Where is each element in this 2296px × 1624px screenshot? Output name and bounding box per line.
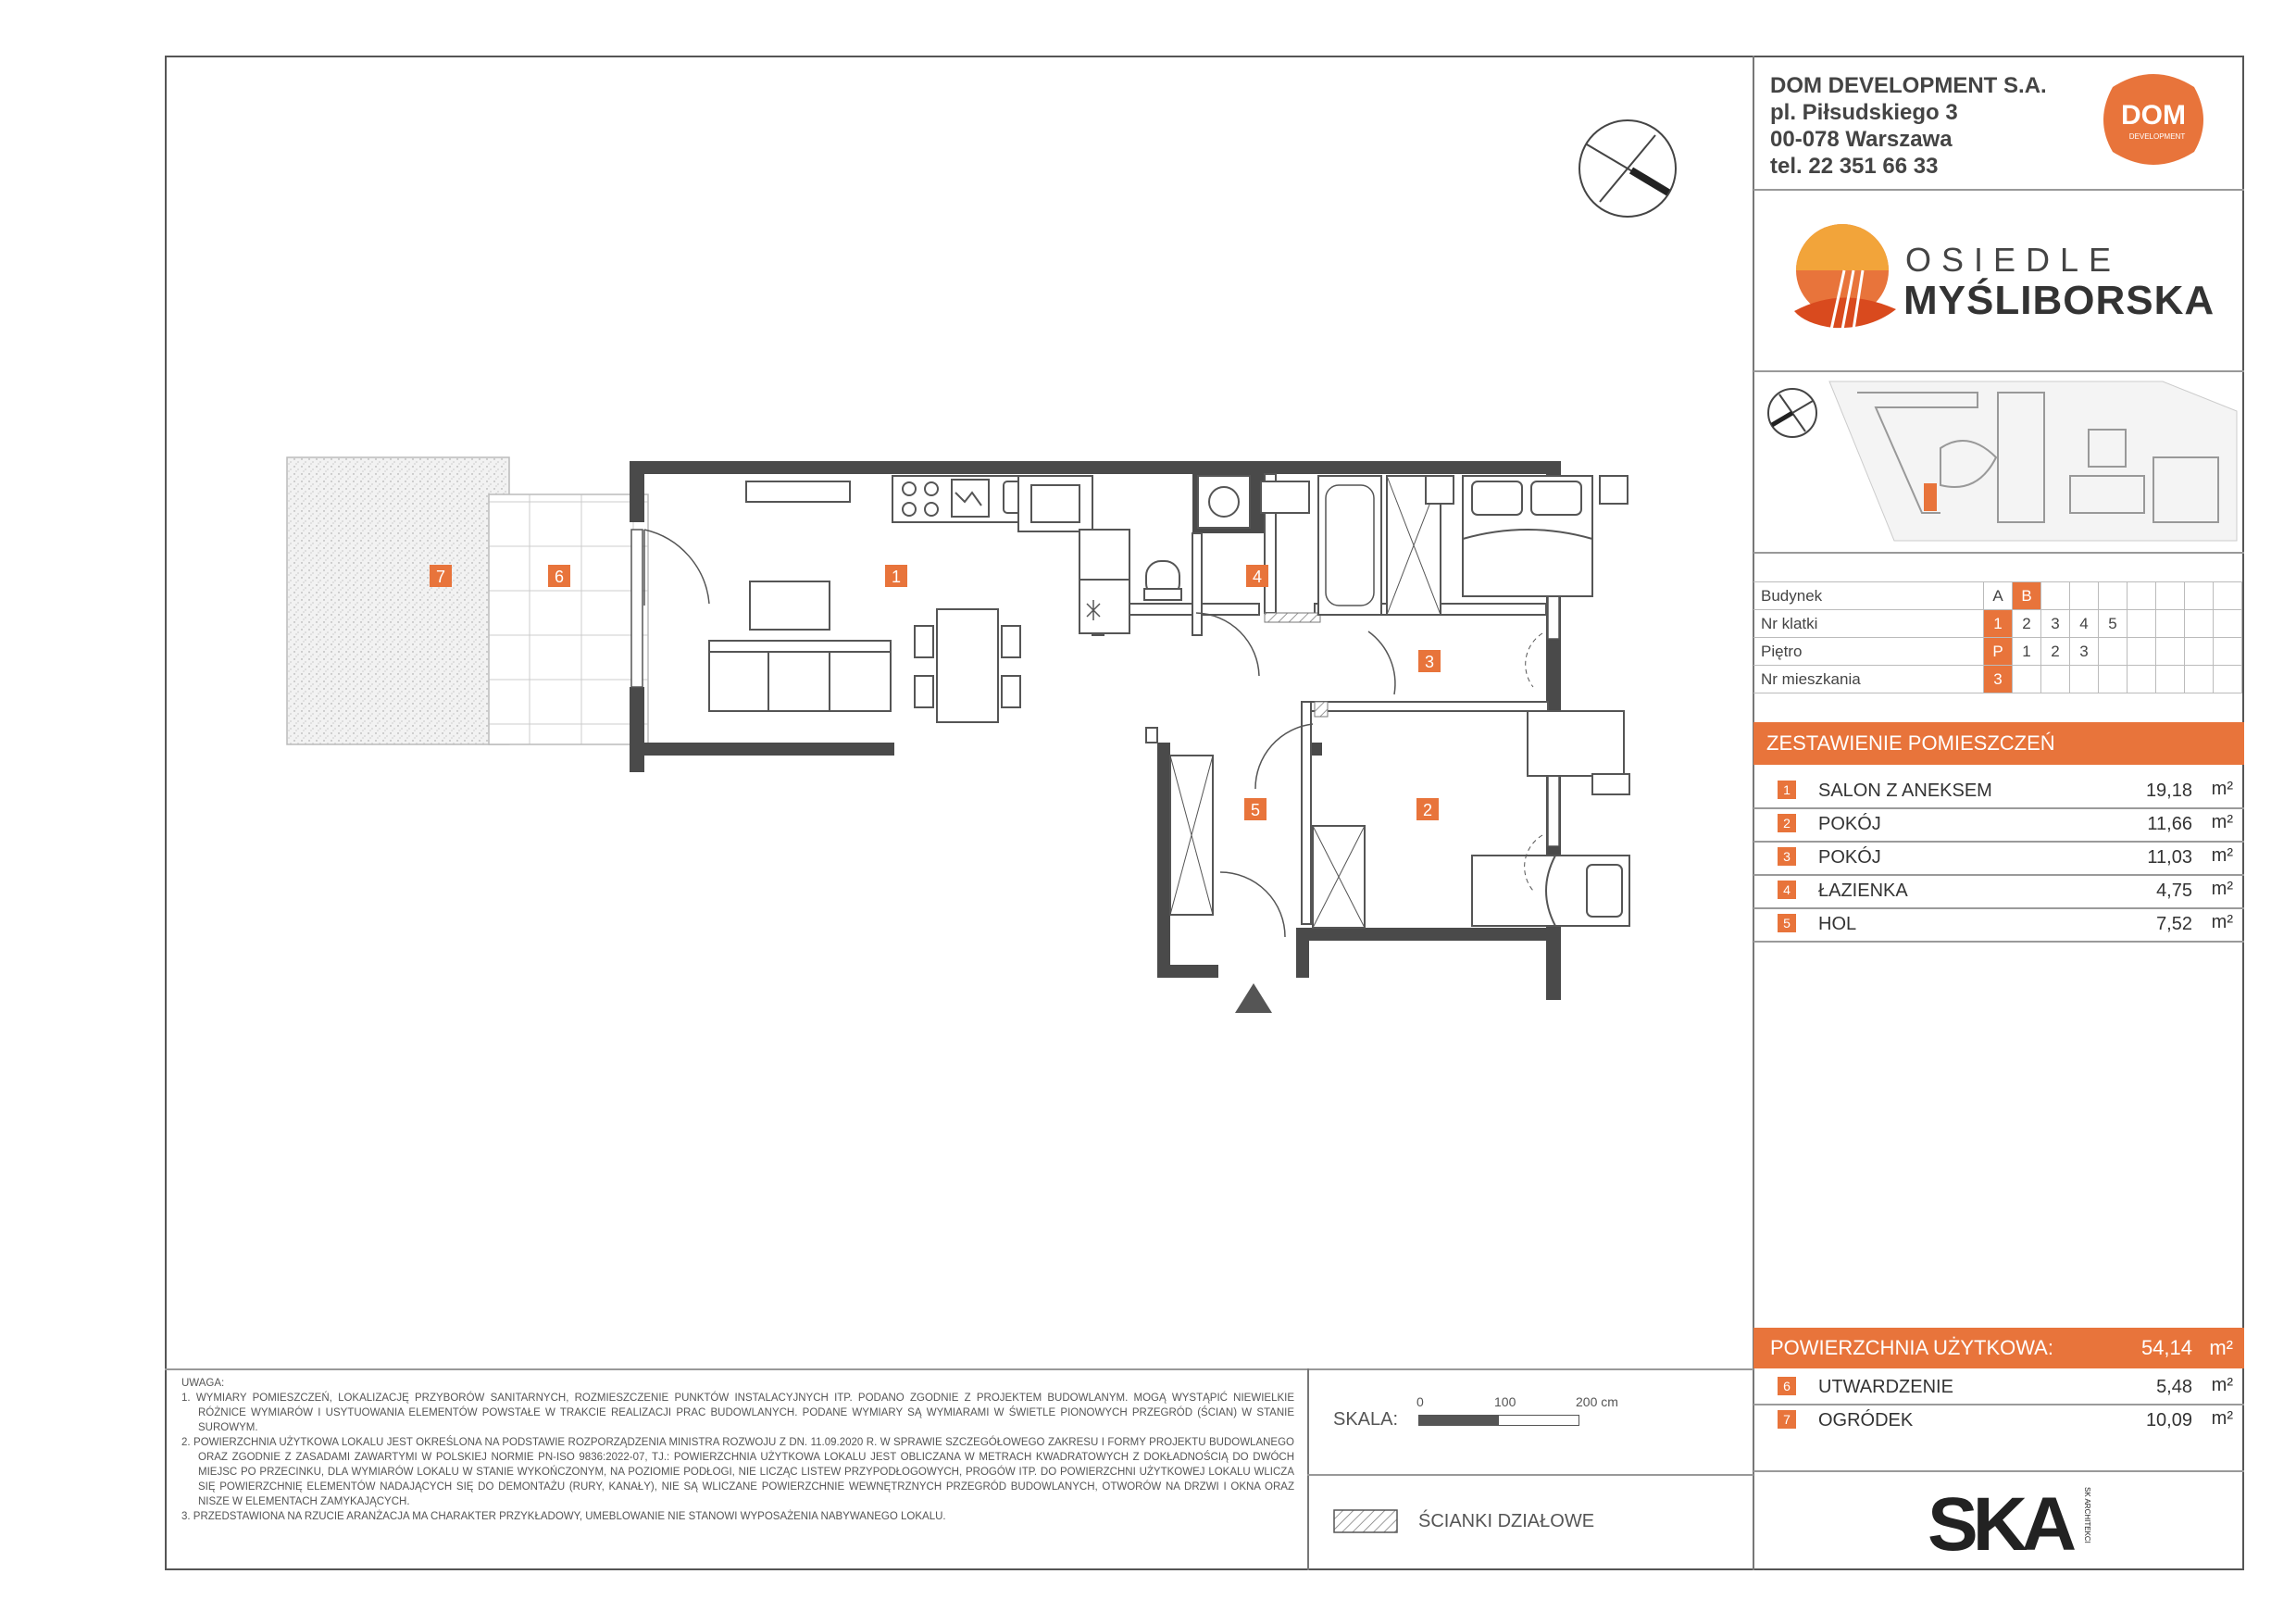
notes-divider bbox=[165, 1368, 1753, 1370]
ska-mark: SKA bbox=[1928, 1482, 2072, 1567]
info-cell bbox=[2070, 666, 2099, 693]
terrace-area bbox=[489, 494, 648, 744]
plan-label-3: 3 bbox=[1424, 653, 1435, 671]
company-street: pl. Piłsudskiego 3 bbox=[1770, 100, 1958, 125]
note-item: 1. WYMIARY POMIESZCZEŃ, LOKALIZACJĘ PRZYBORÓW SANITARNYCH, ROZMIESZCZENIE PUNKTÓW INSTALACYJNYCH ITP. PODANO ZGODNIE Z PROJEKTEM BUDOWLANYM. MOGĄ WYSTĄPIĆ NIEWIELKIE RÓŻNICE WYMIARÓW I USYTUOWANIA ELEMENTÓW POWSTAŁE W TRAKCIE REALIZACJI PRAC BUDOWLANYCH. PODANE WYMIARY SĄ WYMIARAMI W ŚWIETLE PIONOWYCH PRZEGRÓD (ŚCIAN) W STANIE SUROWYM. bbox=[181, 1393, 1294, 1433]
room-name: SALON Z ANEKSEM bbox=[1818, 781, 1992, 801]
company-name: DOM DEVELOPMENT S.A. bbox=[1770, 73, 2047, 98]
room-number-badge: 1 bbox=[1778, 781, 1796, 799]
area-unit: m² bbox=[2211, 879, 2233, 899]
coffee-table bbox=[750, 581, 830, 630]
room-number-badge: 4 bbox=[1778, 881, 1796, 899]
garden-area bbox=[287, 457, 509, 744]
room-area: 11,66 bbox=[2147, 814, 2192, 834]
info-cell bbox=[2128, 610, 2156, 638]
legend bbox=[1333, 1502, 1722, 1539]
site-map bbox=[1755, 374, 2244, 552]
info-cell bbox=[2156, 610, 2185, 638]
room-row bbox=[1753, 841, 2244, 876]
dom-development-logo bbox=[2094, 69, 2213, 170]
bed-room-3 bbox=[1426, 476, 1628, 596]
scale-tick-100: 100 bbox=[1494, 1394, 1516, 1409]
project-name-line2: MYŚLIBORSKA bbox=[1903, 278, 2215, 323]
company-phone: tel. 22 351 66 33 bbox=[1770, 154, 1939, 179]
sitemap-divider bbox=[1753, 552, 2244, 554]
apartment-info-table bbox=[1753, 581, 2242, 693]
notes-scale-divider bbox=[1307, 1368, 1309, 1570]
plan-label-7: 7 bbox=[435, 568, 446, 586]
area-unit: m² bbox=[2211, 812, 2233, 832]
info-row-label: Piętro bbox=[1753, 638, 1984, 666]
legend-label: ŚCIANKI DZIAŁOWE bbox=[1418, 1511, 1595, 1531]
info-cell bbox=[2099, 666, 2128, 693]
info-cell bbox=[2128, 582, 2156, 610]
info-cell bbox=[2214, 638, 2242, 666]
info-row-label: Nr mieszkania bbox=[1753, 666, 1984, 693]
sink bbox=[1261, 481, 1309, 513]
window-left bbox=[631, 530, 643, 687]
info-row-label: Budynek bbox=[1753, 582, 1984, 610]
info-row bbox=[1753, 582, 2242, 610]
room-name: OGRÓDEK bbox=[1818, 1410, 1914, 1430]
info-cell bbox=[2099, 582, 2128, 610]
ska-architekci-logo bbox=[1928, 1478, 2091, 1567]
plan-label-1: 1 bbox=[891, 568, 902, 586]
info-cell bbox=[2214, 610, 2242, 638]
bed-room-2 bbox=[1472, 856, 1629, 926]
info-cell bbox=[2185, 610, 2214, 638]
usable-area-total bbox=[1753, 1328, 2244, 1368]
project-name-line1: OSIEDLE bbox=[1905, 241, 2122, 279]
total-label: POWIERZCHNIA UŻYTKOWA: bbox=[1770, 1336, 2053, 1359]
logo-text-main: DOM bbox=[2121, 100, 2186, 131]
building-location-marker bbox=[1924, 483, 1937, 511]
area-unit: m² bbox=[2211, 845, 2233, 866]
scale-label: SKALA: bbox=[1333, 1409, 1399, 1430]
rooms-header: ZESTAWIENIE POMIESZCZEŃ bbox=[1753, 722, 2244, 765]
room-name: POKÓJ bbox=[1818, 814, 1881, 834]
room-area: 4,75 bbox=[2156, 881, 2192, 901]
scale-tick-0: 0 bbox=[1416, 1394, 1424, 1409]
area-unit: m² bbox=[2211, 1375, 2233, 1395]
dining-table bbox=[915, 609, 1020, 722]
info-cell bbox=[2041, 666, 2070, 693]
info-cell: 1 bbox=[1984, 610, 2013, 638]
logo-text-sub: DEVELOPMENT bbox=[2128, 132, 2186, 141]
notes-title: UWAGA: bbox=[181, 1378, 225, 1389]
room-name: ŁAZIENKA bbox=[1818, 881, 1908, 901]
plan-label-4: 4 bbox=[1252, 568, 1263, 586]
total-area: 54,14 bbox=[2140, 1336, 2192, 1359]
company-info bbox=[1770, 72, 2047, 180]
partition-hatch-2 bbox=[1315, 702, 1328, 717]
scale-bar-dark bbox=[1418, 1415, 1500, 1426]
ska-side-text: SK ARCHITEKCI bbox=[2083, 1487, 2091, 1543]
info-row bbox=[1753, 666, 2242, 693]
room-number-badge: 3 bbox=[1778, 847, 1796, 866]
info-cell: B bbox=[2013, 582, 2041, 610]
room-name: UTWARDZENIE bbox=[1818, 1377, 1953, 1397]
info-cell bbox=[2070, 582, 2099, 610]
area-unit: m² bbox=[2211, 779, 2233, 799]
extras-divider bbox=[1753, 1470, 2244, 1472]
info-cell bbox=[2041, 582, 2070, 610]
hatch-swatch bbox=[1333, 1509, 1398, 1533]
sofa bbox=[709, 641, 891, 711]
area-unit: m² bbox=[2211, 912, 2233, 932]
desk-room-2 bbox=[1528, 711, 1629, 794]
info-cell bbox=[2013, 666, 2041, 693]
info-cell bbox=[2156, 582, 2185, 610]
room-row bbox=[1753, 774, 2244, 809]
room-row bbox=[1753, 874, 2244, 909]
floor-plan bbox=[167, 57, 1741, 1354]
info-cell bbox=[2214, 666, 2242, 693]
info-row-label: Nr klatki bbox=[1753, 610, 1984, 638]
plan-label-5: 5 bbox=[1250, 801, 1261, 819]
brand-divider bbox=[1753, 370, 2244, 372]
info-cell bbox=[2128, 638, 2156, 666]
info-cell bbox=[2185, 638, 2214, 666]
room-row bbox=[1753, 907, 2244, 943]
room-area: 10,09 bbox=[2145, 1410, 2192, 1430]
range-hood bbox=[746, 481, 850, 502]
extra-row bbox=[1753, 1404, 2244, 1437]
room-area: 19,18 bbox=[2145, 781, 2192, 801]
room-area: 11,03 bbox=[2147, 847, 2192, 868]
info-cell bbox=[2156, 638, 2185, 666]
info-cell: 2 bbox=[2013, 610, 2041, 638]
info-cell bbox=[2185, 666, 2214, 693]
info-cell bbox=[2185, 582, 2214, 610]
area-unit: m² bbox=[2209, 1336, 2233, 1359]
north-compass bbox=[1579, 120, 1676, 217]
company-city: 00-078 Warszawa bbox=[1770, 127, 1953, 152]
room-number-badge: 2 bbox=[1778, 814, 1796, 832]
room-number-badge: 6 bbox=[1778, 1377, 1796, 1395]
scale-tick-200: 200 cm bbox=[1576, 1394, 1618, 1409]
info-cell bbox=[2156, 666, 2185, 693]
info-row bbox=[1753, 610, 2242, 638]
area-unit: m² bbox=[2211, 1408, 2233, 1429]
scale-bar-light bbox=[1498, 1415, 1579, 1426]
info-cell bbox=[2099, 638, 2128, 666]
info-cell: 3 bbox=[1984, 666, 2013, 693]
info-cell bbox=[2128, 666, 2156, 693]
info-cell: 3 bbox=[2041, 610, 2070, 638]
info-cell: 3 bbox=[2070, 638, 2099, 666]
info-cell: 4 bbox=[2070, 610, 2099, 638]
scale-bar bbox=[1333, 1389, 1703, 1463]
room-area: 5,48 bbox=[2156, 1377, 2192, 1397]
room-name: HOL bbox=[1818, 914, 1857, 934]
room-name: POKÓJ bbox=[1818, 847, 1881, 868]
entrance-arrow bbox=[1235, 983, 1272, 1013]
extra-row bbox=[1753, 1370, 2244, 1405]
scale-legend-divider bbox=[1307, 1474, 1753, 1476]
room-row bbox=[1753, 807, 2244, 843]
notes-block bbox=[181, 1376, 1294, 1524]
room-area: 7,52 bbox=[2156, 914, 2192, 934]
info-cell: P bbox=[1984, 638, 2013, 666]
room-number-badge: 5 bbox=[1778, 914, 1796, 932]
note-item: 2. POWIERZCHNIA UŻYTKOWA LOKALU JEST OKREŚLONA NA PODSTAWIE ROZPORZĄDZENIA MINISTRA ROZWOJU Z DN. 11.09.2020 R. W SPRAWIE SZCZEGÓŁOWEGO ZAKRESU I FORMY PROJEKTU BUDOWLANEGO ORAZ ZGODNIE Z ZASADAMI ZAWARTYMI W POLSKIEJ NORMIE PN-ISO 9836:2022-07, TJ.: POWIERZCHNIA UŻYTKOWA LOKALU JEST OBLICZANA W METRACH KWADRATOWYCH Z DOKŁADNOŚCIĄ DO DWÓCH MIEJSC PO PRZECINKU, DLA WYMIARÓW LOKALU W STANIE WYKOŃCZONYM, NA POZIOMIE PODŁOGI, NIE LICZĄC LISTEW PRZYPODŁOGOWYCH, PROGÓW ITP. DO POWIERZCHNI UŻYTKOWEJ LOKALU WLICZA SIĘ POWIERZCHNIĘ ELEMENTÓW NADAJĄCYCH SIĘ DO DEMONTAŻU (RURY, KANAŁY), NIE SĄ WLICZANE POWIERZCHNIE WEWNĘTRZNYCH PRZEGRÓD BUDOWLANYCH, OTWORÓW NA DRZWI I OKNA ORAZ NISZE W ELEMENTACH ZAMYKAJĄCYCH. bbox=[181, 1437, 1294, 1507]
room-number-badge: 7 bbox=[1778, 1410, 1796, 1429]
partition-hatch-1 bbox=[1265, 613, 1320, 622]
plan-label-6: 6 bbox=[554, 568, 565, 586]
note-item: 3. PRZEDSTAWIONA NA RZUCIE ARANŻACJA MA CHARAKTER PRZYKŁADOWY, UMEBLOWANIE NIE STANOWI WYPOSAŻENIA NABYWANEGO LOKALU. bbox=[181, 1511, 946, 1522]
info-cell: 1 bbox=[2013, 638, 2041, 666]
info-cell: 2 bbox=[2041, 638, 2070, 666]
company-divider bbox=[1753, 189, 2244, 191]
info-row bbox=[1753, 638, 2242, 666]
info-cell: A bbox=[1984, 582, 2013, 610]
project-logo bbox=[1787, 220, 2222, 341]
info-cell: 5 bbox=[2099, 610, 2128, 638]
plan-label-2: 2 bbox=[1422, 801, 1433, 819]
info-cell bbox=[2214, 582, 2242, 610]
project-sun-icon bbox=[1787, 220, 1907, 341]
